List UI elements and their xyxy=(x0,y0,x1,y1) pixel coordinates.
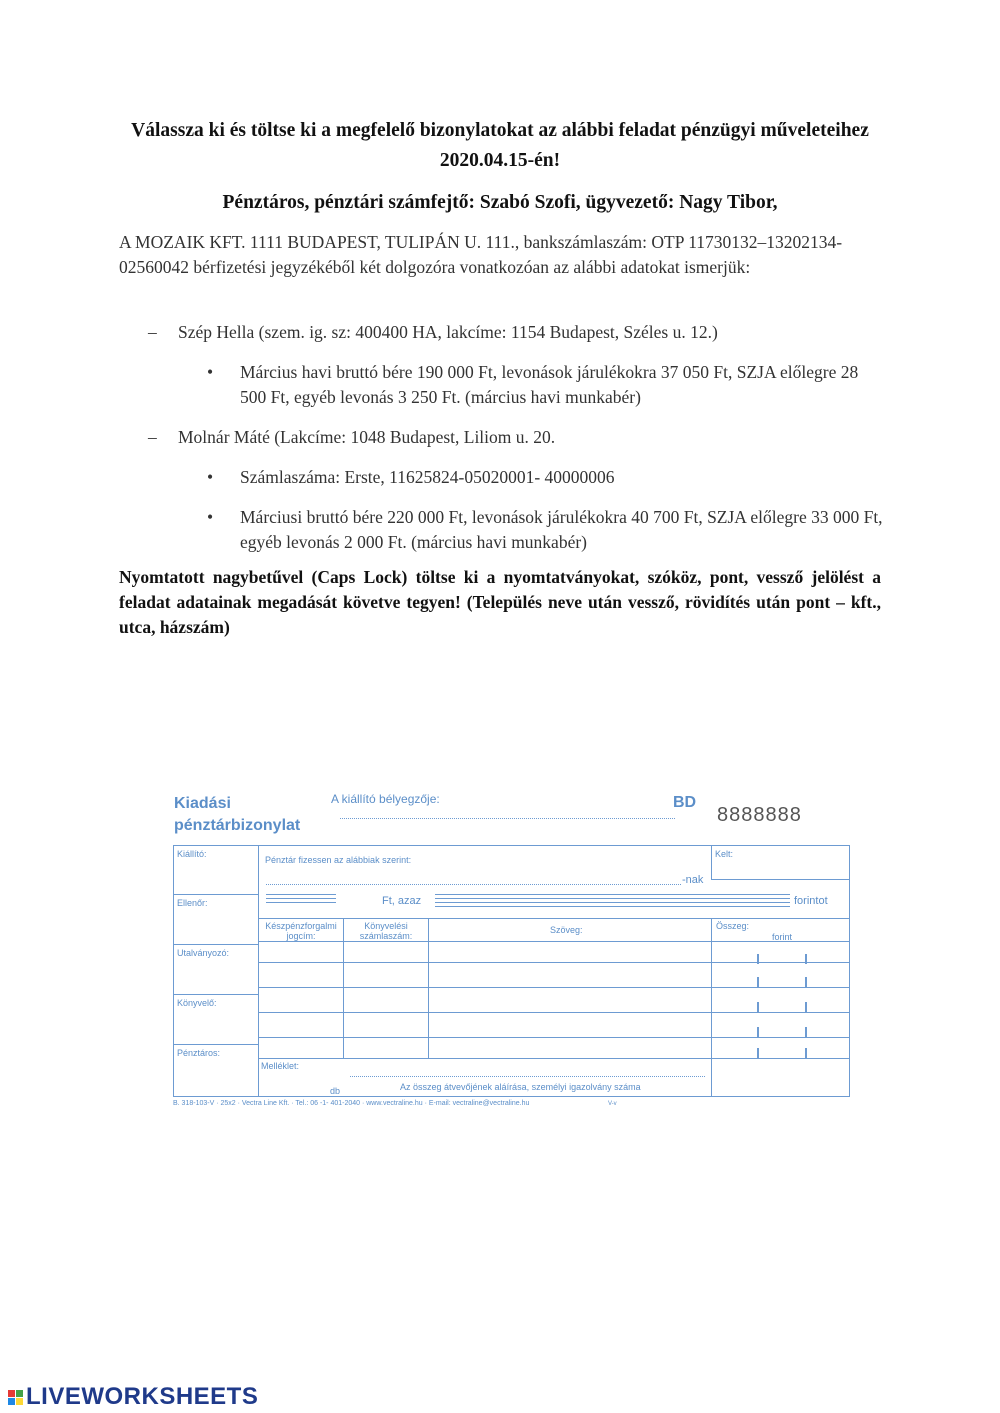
left-divider-1 xyxy=(173,894,258,895)
amount-tick xyxy=(805,977,807,987)
voucher-title-line-2: pénztárbizonylat xyxy=(174,817,301,834)
employee-2-text: Molnár Máté (Lakcíme: 1048 Budapest, Liliom u. 20. xyxy=(178,427,556,447)
forintot-label: forintot xyxy=(794,895,828,907)
amount-tick xyxy=(757,1027,759,1037)
employee-2-bullet-2 xyxy=(207,505,887,555)
employee-2-bullet-1 xyxy=(207,465,887,490)
label-cashier: Pénztáros: xyxy=(177,1048,221,1058)
table-row-line-1 xyxy=(258,962,849,963)
col-header-account: Könyvelési számlaszám: xyxy=(359,921,413,941)
employee-2-heading xyxy=(148,425,555,450)
left-divider-2 xyxy=(173,944,258,945)
dash-marker: – xyxy=(148,322,157,342)
payee-line[interactable] xyxy=(266,884,681,885)
amount-tick xyxy=(757,1002,759,1012)
signature-caption: Az összeg átvevőjének aláírása, személyi igazolvány száma xyxy=(400,1082,641,1092)
attachment-db: db xyxy=(330,1086,341,1096)
voucher-serial-number: 8888888 xyxy=(717,804,802,826)
left-column-divider xyxy=(258,845,259,1097)
amount-tick xyxy=(805,1002,807,1012)
pay-instruction-label: Pénztár fizessen az alábbiak szerint: xyxy=(265,855,412,865)
label-issuer: Kiállító: xyxy=(177,849,207,859)
col-header-forint: forint xyxy=(772,932,793,942)
amount-line-1b xyxy=(266,898,336,899)
logo-square-1 xyxy=(8,1390,15,1397)
logo-mark-icon xyxy=(8,1390,23,1405)
attachment-label: Melléklet: xyxy=(261,1061,300,1071)
ft-azaz-label: Ft, azaz xyxy=(382,895,422,907)
table-row-line-4 xyxy=(258,1037,849,1038)
col-header-text: Szöveg: xyxy=(550,925,583,935)
amount-line-1c xyxy=(266,902,336,903)
border-top xyxy=(173,845,850,846)
amount-tick xyxy=(757,954,759,964)
logo-square-2 xyxy=(16,1390,23,1397)
dash-marker: – xyxy=(148,427,157,447)
kelt-box-left xyxy=(711,845,712,879)
instructions-paragraph: Nyomtatott nagybetűvel (Caps Lock) töltse ki a nyomtatványokat, szóköz, pont, vessző jelölést a feladat adatainak megadását követve tegyen! (Település neve után vessző, rövidítés után pont – kft., utca, házszám) xyxy=(119,567,881,637)
border-left xyxy=(173,845,174,1097)
bullet-text: Március havi bruttó bére 190 000 Ft, levonások járulékokra 37 050 Ft, SZJA előlegre 28 500 Ft, egyéb levonás 3 250 Ft. (március havi munkabér) xyxy=(240,362,859,407)
expense-voucher-form xyxy=(160,780,860,1120)
table-col-divider-2 xyxy=(428,918,429,1058)
label-checker: Ellenőr: xyxy=(177,898,208,908)
page-title: Válassza ki és töltse ki a megfelelő bizonylatokat az alábbi feladat pénzügyi műveleteihez 2020.04.15-én! xyxy=(131,120,869,171)
stamp-line xyxy=(340,818,675,819)
border-right xyxy=(849,845,850,1097)
employee-1-bullet-1 xyxy=(207,360,887,410)
amount-line-1a xyxy=(266,894,336,895)
page-subtitle: Pénztáros, pénztári számfejtő: Szabó Szofi, ügyvezető: Nagy Tibor, xyxy=(222,192,778,213)
amount-tick xyxy=(805,1027,807,1037)
table-row-line-3 xyxy=(258,1012,849,1013)
table-col-divider-3 xyxy=(711,918,712,1097)
bullet-icon: • xyxy=(207,362,214,382)
amount-words-line-b xyxy=(435,898,790,899)
label-accountant: Könyvelő: xyxy=(177,998,217,1008)
amount-tick xyxy=(805,1048,807,1058)
label-date: Kelt: xyxy=(715,849,734,859)
table-col-divider-1 xyxy=(343,918,344,1058)
amount-tick xyxy=(805,954,807,964)
col-header-amount: Összeg: xyxy=(716,921,750,931)
logo-square-3 xyxy=(8,1398,15,1405)
bullet-icon: • xyxy=(207,467,214,487)
bullet-text: Márciusi bruttó bére 220 000 Ft, levonások járulékokra 40 700 Ft, SZJA előlegre 33 000 Ft, egyéb levonás 2 000 Ft. (március havi munkabér) xyxy=(240,507,883,552)
amount-tick xyxy=(757,1048,759,1058)
voucher-series: BD xyxy=(673,794,697,811)
print-info: B. 318-103-V · 25x2 · Vectra Line Kft. · Tel.: 06 -1- 401-2040 · www.vectraline.hu · E-mail: vectraline@vectraline.hu xyxy=(173,1100,530,1107)
kelt-box-bottom xyxy=(711,879,849,880)
left-divider-3 xyxy=(173,994,258,995)
left-divider-4 xyxy=(173,1044,258,1045)
amount-words-line-a[interactable] xyxy=(435,894,790,895)
logo-square-4 xyxy=(16,1398,23,1405)
version-mark: V-v xyxy=(608,1101,617,1107)
amount-words-line-c xyxy=(435,902,790,903)
bullet-text: Számlaszáma: Erste, 11625824-05020001- 40000006 xyxy=(240,467,615,487)
label-authorizer: Utalványozó: xyxy=(177,948,230,958)
logo-text: LIVEWORKSHEETS xyxy=(26,1383,259,1410)
col-header-cash-flow: Készpénzforgalmi jogcím: xyxy=(265,921,337,941)
employee-1-heading xyxy=(148,320,718,345)
employee-1-text: Szép Hella (szem. ig. sz: 400400 HA, lakcíme: 1154 Budapest, Széles u. 12.) xyxy=(178,322,718,342)
intro-paragraph: A MOZAIK KFT. 1111 BUDAPEST, TULIPÁN U. 111., bankszámlaszám: OTP 11730132–13202134-02560042 bérfizetési jegyzékéből két dolgozóra vonatkozóan az alábbi adatokat ismerjük: xyxy=(119,232,843,277)
table-row-line-5 xyxy=(258,1058,849,1059)
border-bottom xyxy=(173,1096,850,1097)
bullet-icon: • xyxy=(207,507,214,527)
signature-line[interactable] xyxy=(350,1076,705,1077)
table-header-line xyxy=(258,941,849,942)
voucher-title-line-1: Kiadási xyxy=(174,795,231,812)
nak-suffix: -nak xyxy=(682,874,704,886)
stamp-label: A kiállító bélyegzője: xyxy=(331,792,440,806)
amount-words-line-d xyxy=(435,906,790,907)
table-row-line-2 xyxy=(258,987,849,988)
amount-tick xyxy=(757,977,759,987)
table-top-line xyxy=(258,918,849,919)
liveworksheets-logo[interactable] xyxy=(8,1383,258,1411)
